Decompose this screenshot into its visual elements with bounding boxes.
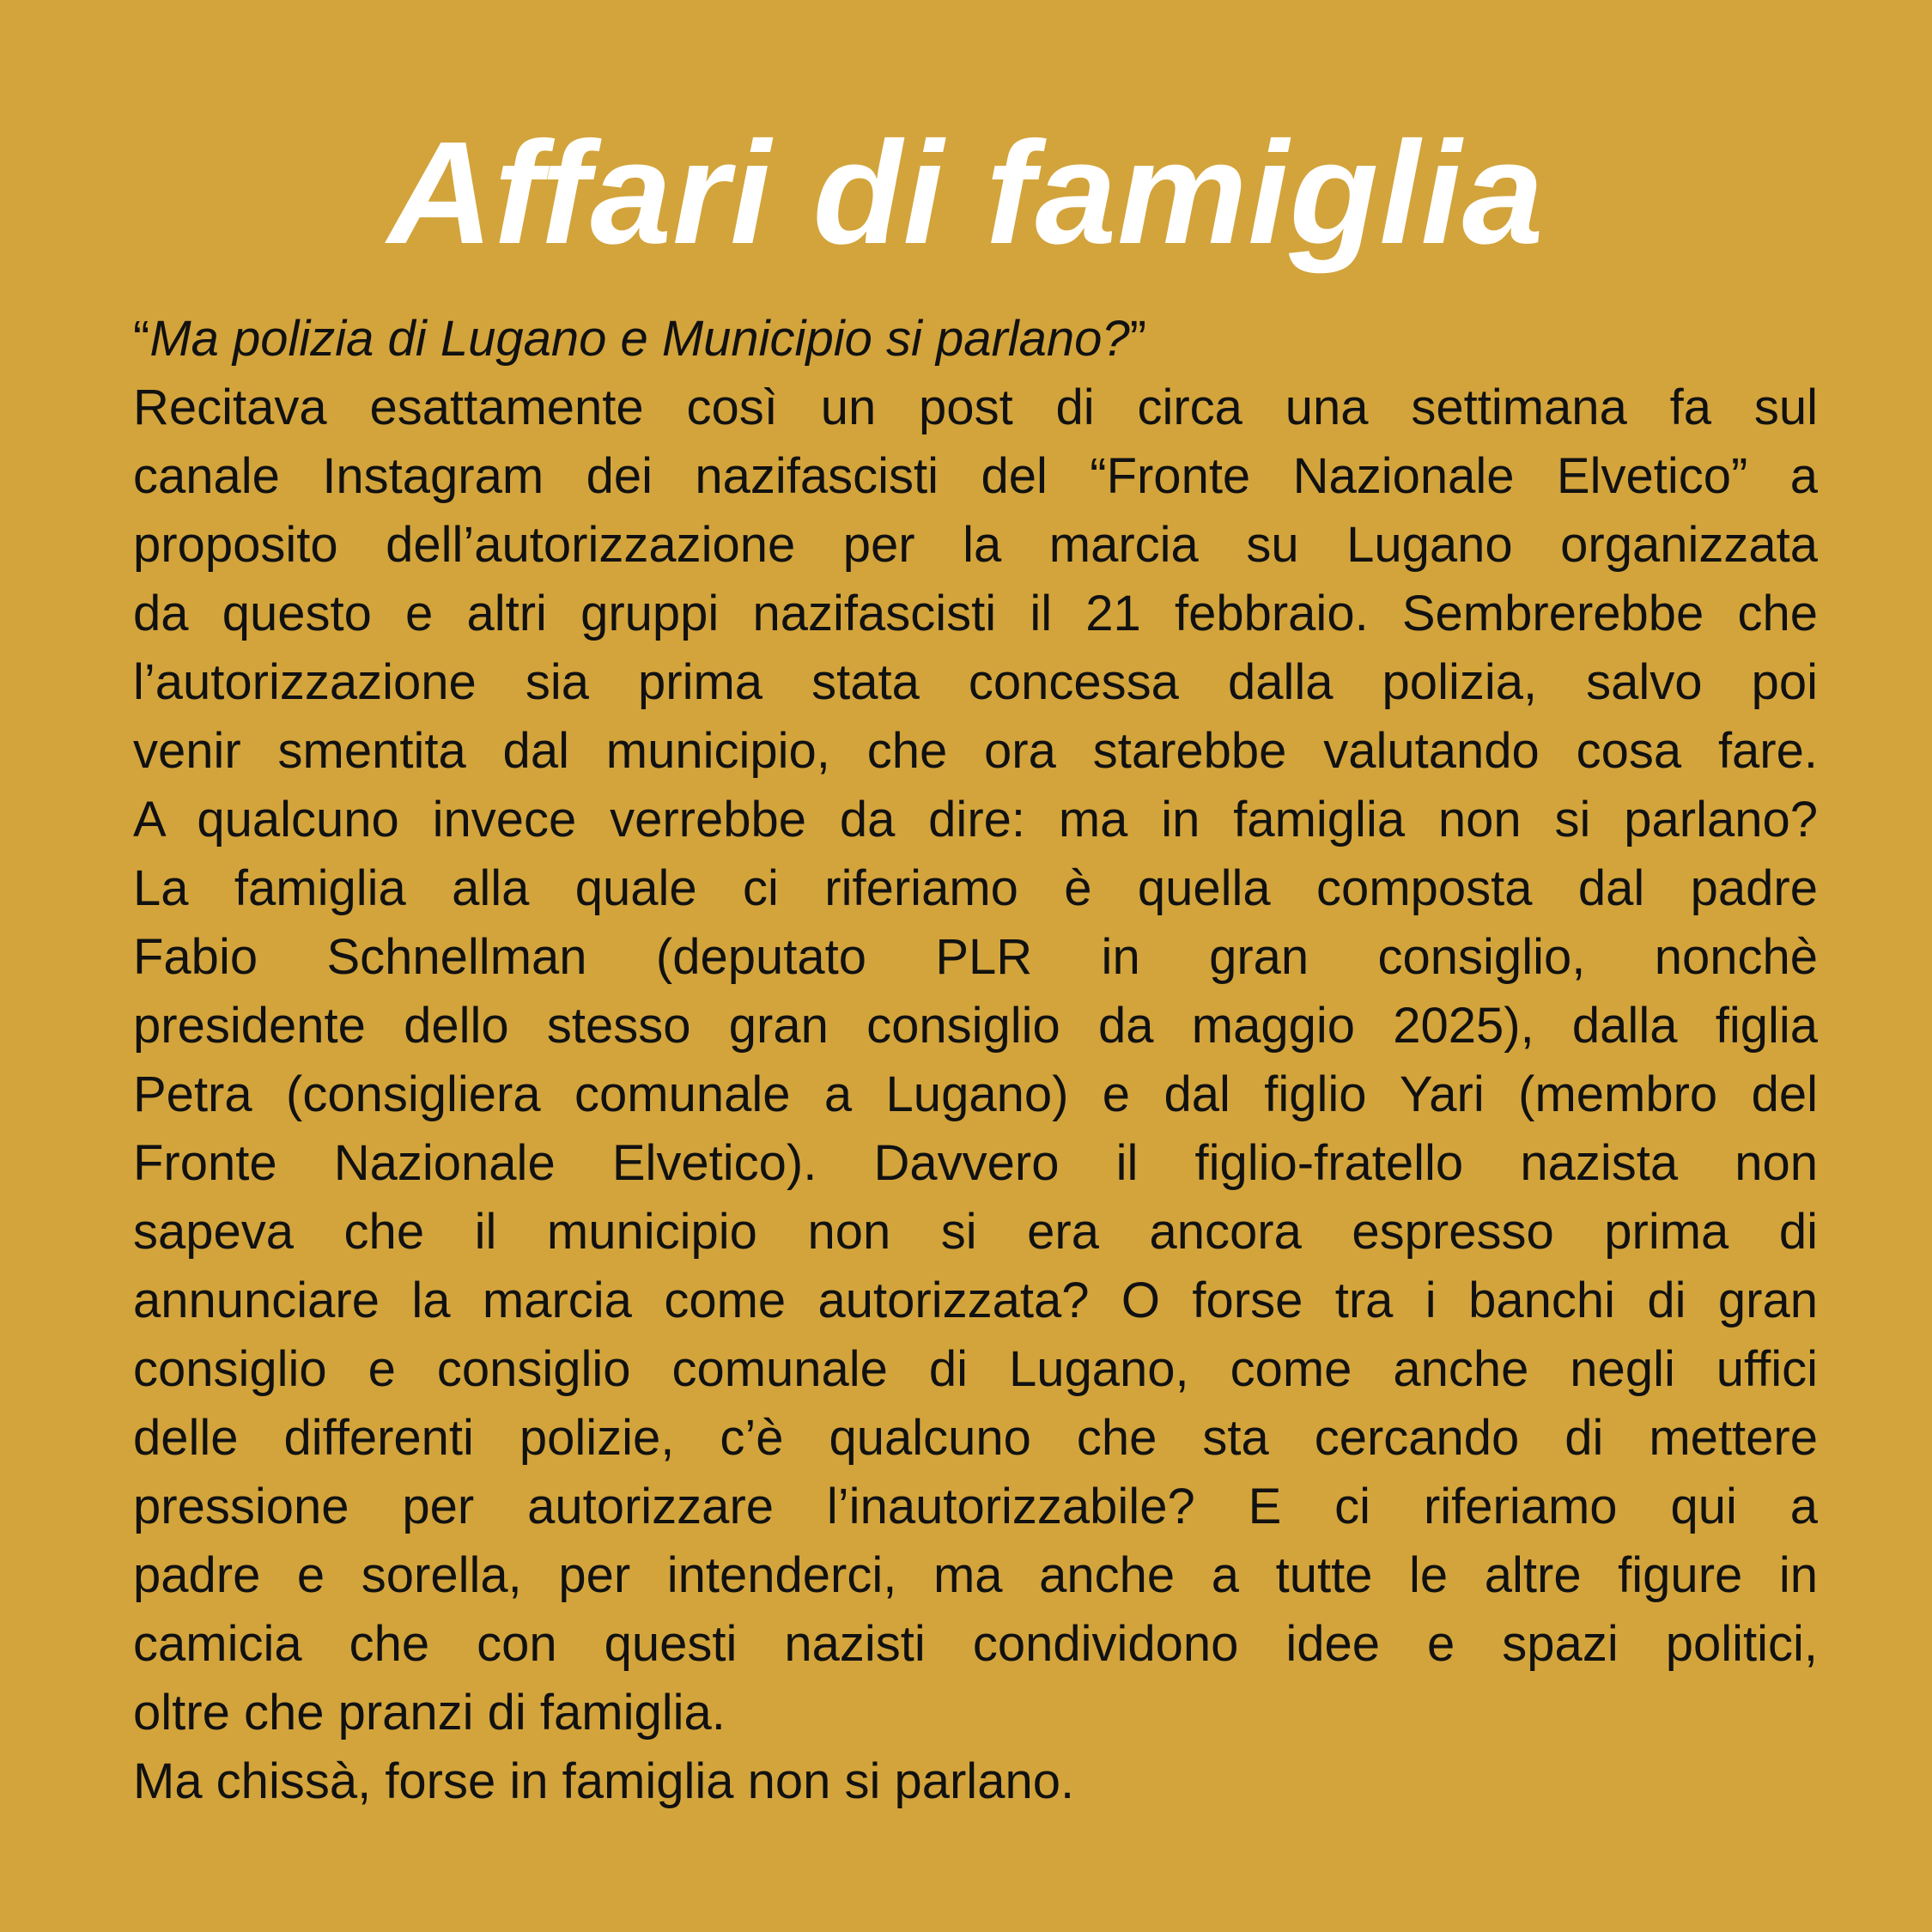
text-line: canale Instagram dei nazifascisti del “Fronte Nazionale Elvetico” a [133,448,1818,504]
text-line: Petra (consigliera comunale a Lugano) e dal figlio Yari (membro del [133,1066,1818,1122]
text-line: A qualcuno invece verrebbe da dire: ma in famiglia non si parlano? [133,792,1818,848]
text-line: camicia che con questi nazisti condividono idee e spazi politici, [133,1616,1818,1672]
article-body [133,305,1818,1816]
text-line: Recitava esattamente così un post di circa una settimana fa sul [133,380,1818,435]
quote-open-mark: “ [133,311,150,367]
text-line: La famiglia alla quale ci riferiamo è quella composta dal padre [133,860,1818,916]
text-line: pressione per autorizzare l’inautorizzabile? E ci riferiamo qui a [133,1479,1818,1534]
text-line: l’autorizzazione sia prima stata concessa dalla polizia, salvo poi [133,654,1818,710]
text-line: sapeva che il municipio non si era ancora espresso prima di [133,1204,1818,1260]
quote-close-mark: ” [1129,311,1147,367]
text-line: delle differenti polizie, c’è qualcuno che sta cercando di mettere [133,1410,1818,1466]
text-line: oltre che pranzi di famiglia. [133,1685,726,1741]
text-line: venir smentita dal municipio, che ora starebbe valutando cosa fare. [133,723,1818,779]
text-line: consiglio e consiglio comunale di Lugano, come anche negli uffici [133,1341,1818,1397]
text-line: presidente dello stesso gran consiglio da maggio 2025), dalla figlia [133,998,1818,1054]
text-line: Fronte Nazionale Elvetico). Davvero il figlio-fratello nazista non [133,1135,1818,1191]
text-line: proposito dell’autorizzazione per la marcia su Lugano organizzata [133,517,1818,573]
quote-line [133,305,1818,374]
text-line: Fabio Schnellman (deputato PLR in gran consiglio, nonchè [133,929,1818,985]
text-line: annunciare la marcia come autorizzata? O forse tra i banchi di gran [133,1273,1818,1328]
closing-line: Ma chissà, forse in famiglia non si parlano. [133,1753,1075,1809]
page-title: Affari di famiglia [387,112,1545,275]
text-line: padre e sorella, per intenderci, ma anche a tutte le altre figure in [133,1547,1818,1603]
quote-text: Ma polizia di Lugano e Municipio si parlano? [149,311,1130,367]
text-line: da questo e altri gruppi nazifascisti il 21 febbraio. Sembrerebbe che [133,586,1818,641]
